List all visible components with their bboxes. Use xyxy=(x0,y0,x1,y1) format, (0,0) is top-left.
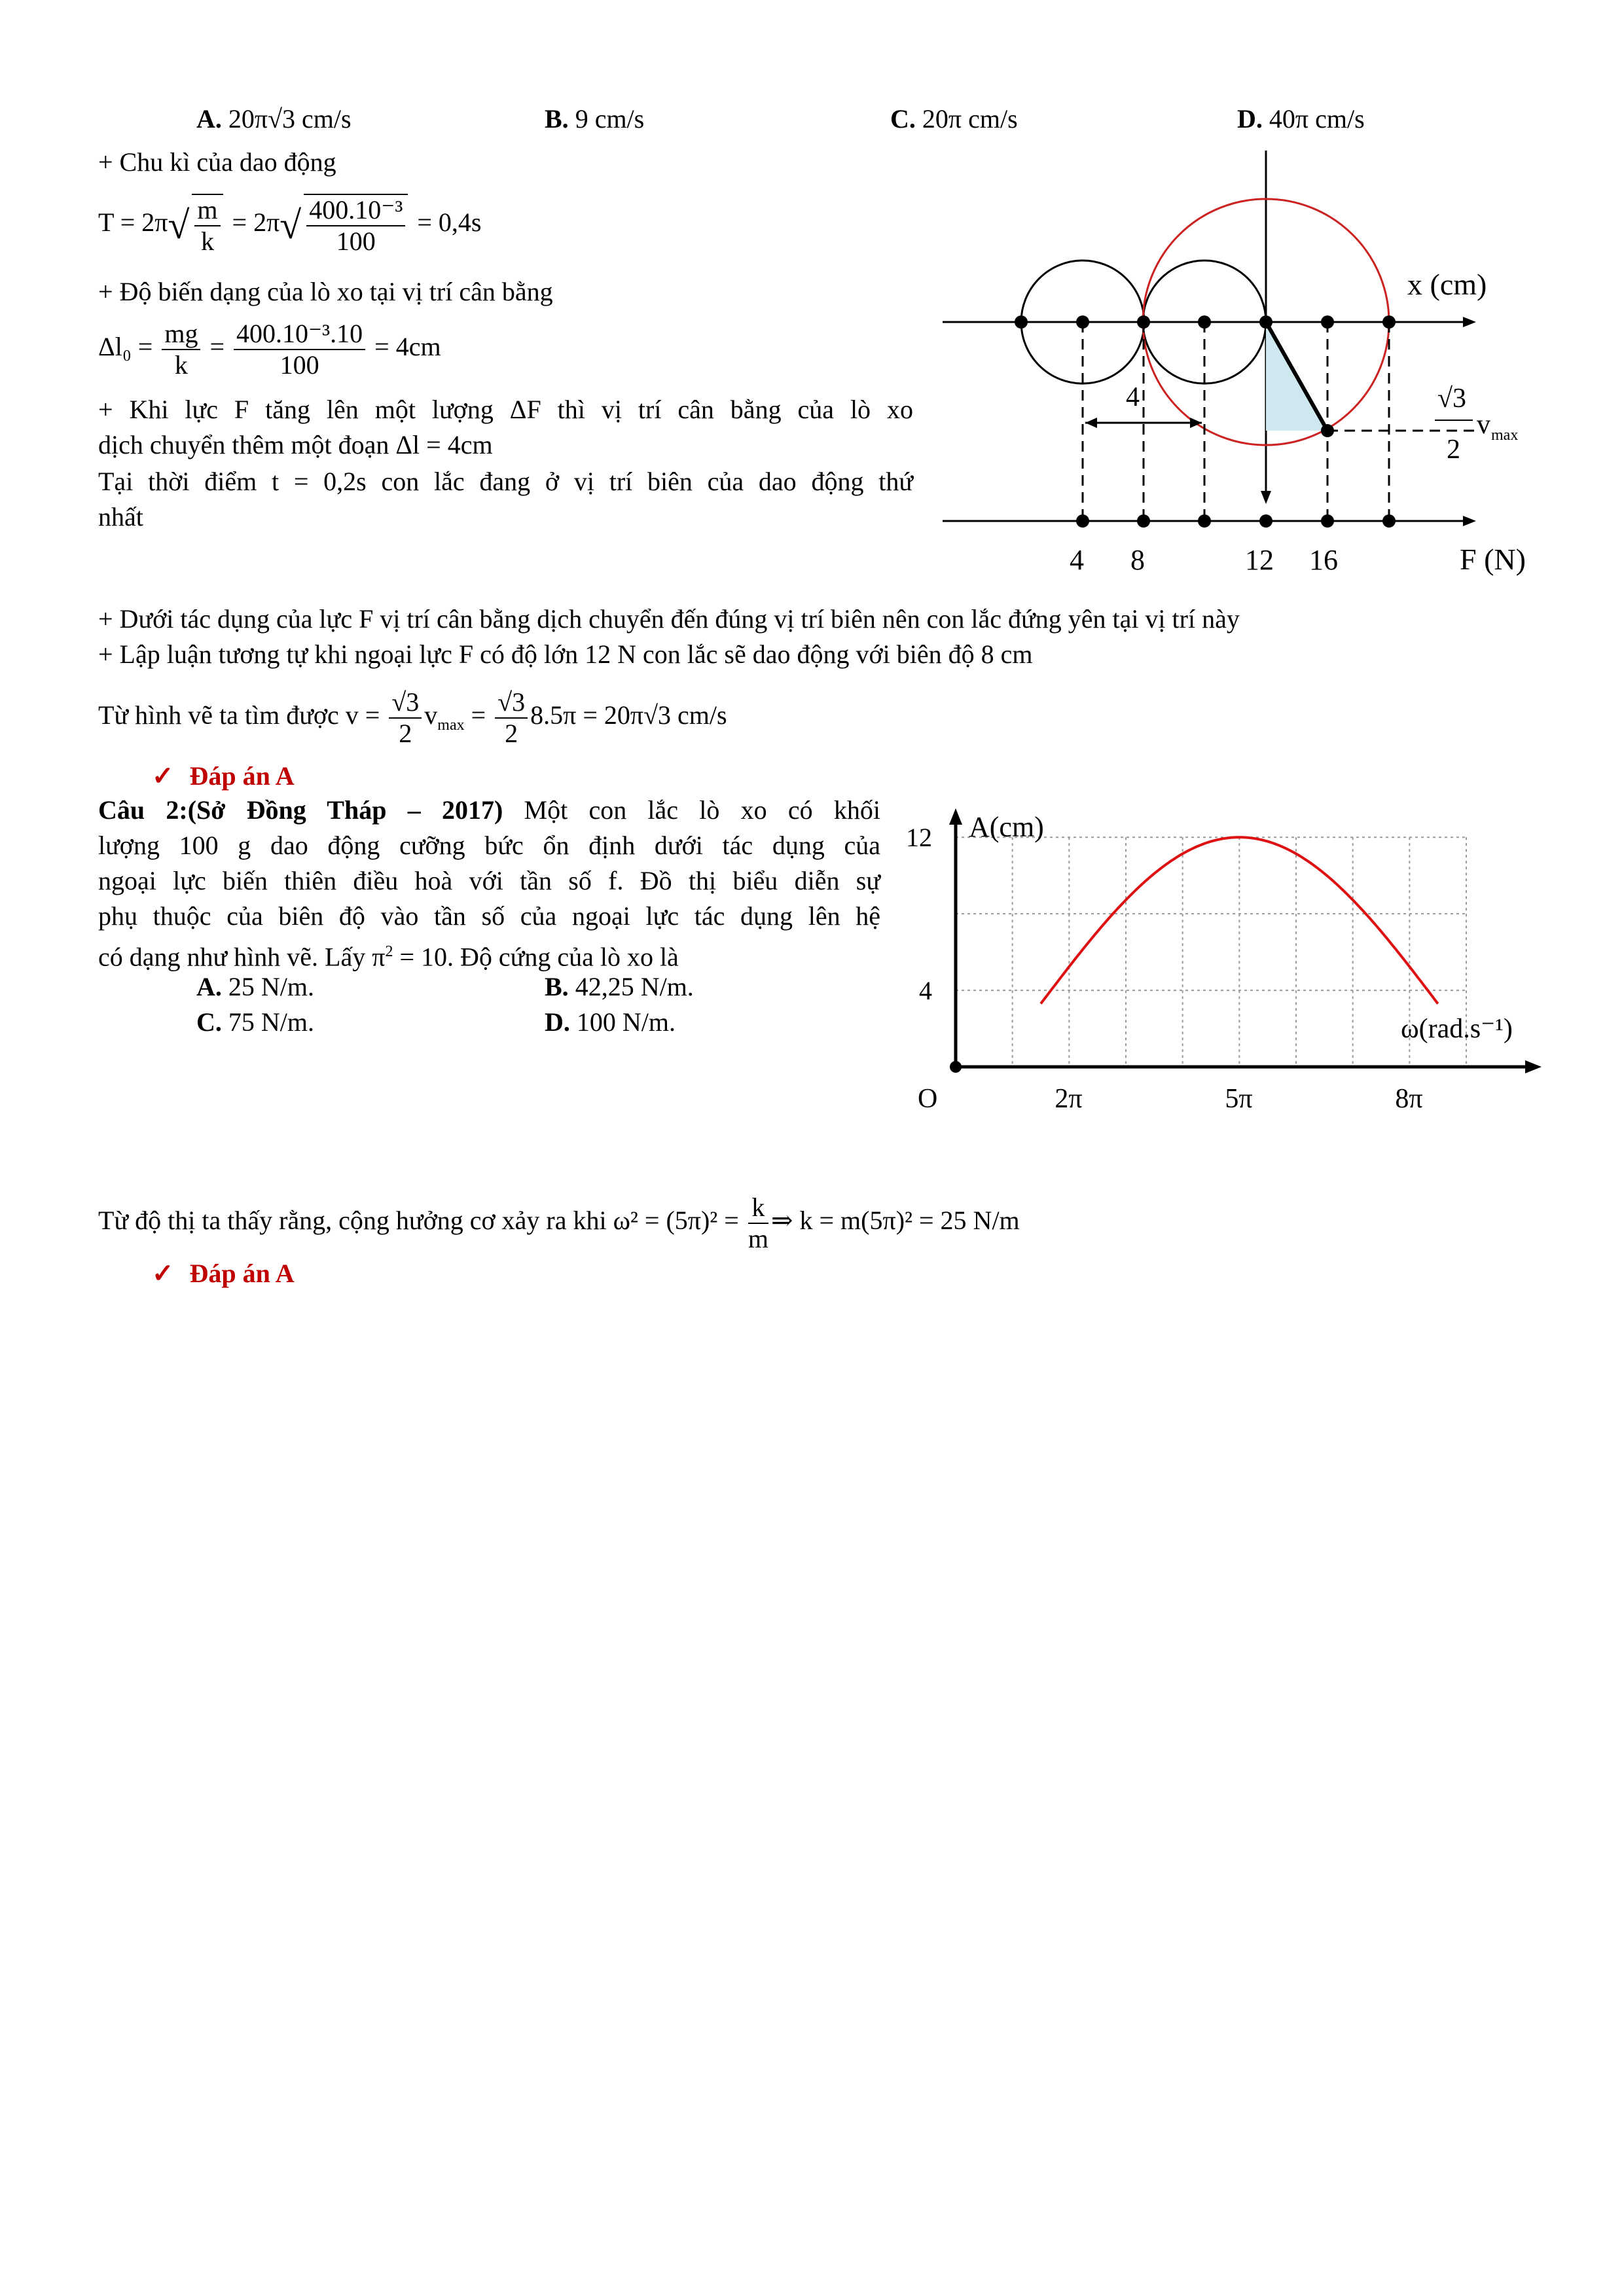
chart-x-tick-label: 5π xyxy=(1225,1084,1253,1114)
vertical-axis-arrow xyxy=(1261,491,1271,504)
result-prefix: Từ hình vẽ ta tìm được v = xyxy=(98,700,380,730)
q1-option-d[interactable] xyxy=(1237,103,1365,134)
result-tail: 8.5π = 20π√3 cm/s xyxy=(530,700,727,730)
circle-diagram xyxy=(929,151,1558,589)
v-label-den: 2 xyxy=(1447,435,1460,465)
q1-option-a-label: A. xyxy=(196,104,222,134)
chart-xlabel: ω(rad.s⁻¹) xyxy=(1401,1014,1513,1044)
q2-option-c-label: C. xyxy=(196,1007,222,1037)
q2-stem-line-1 xyxy=(98,792,880,829)
q2-option-a-text: 25 N/m. xyxy=(228,972,315,1001)
q1-option-a[interactable] xyxy=(196,103,352,134)
deform-heading: + Độ biến dạng của lò xo tại vị trí cân bằng xyxy=(98,277,553,306)
x-axis-arrow xyxy=(1463,317,1476,327)
deform-result: = 4cm xyxy=(374,332,441,361)
tick-8: 8 xyxy=(1130,544,1145,576)
period-frac-2 xyxy=(304,194,408,257)
chart-origin-dot xyxy=(950,1061,962,1073)
deform-num-1: mg xyxy=(162,319,200,350)
tick-16: 16 xyxy=(1309,544,1338,576)
q2-formula-frac xyxy=(748,1193,768,1254)
q2-answer-text: Đáp án A xyxy=(189,1259,295,1288)
check-icon: ✓ xyxy=(152,761,174,791)
force-line-1: + Khi lực F tăng lên một lượng ΔF thì vị trí cân bằng của lò xo xyxy=(98,395,913,424)
q1-option-c[interactable] xyxy=(890,103,1018,134)
q2-option-d-label: D. xyxy=(545,1007,570,1037)
q2-solution xyxy=(98,1185,1020,1257)
period-num-1: m xyxy=(194,195,220,226)
v-label-v: v xyxy=(1477,410,1490,440)
period-formula-mid: = 2π xyxy=(232,207,280,237)
result-vmax-sub: max xyxy=(437,717,465,734)
period-den-2: 100 xyxy=(336,226,376,256)
resonance-chart xyxy=(903,805,1558,1126)
deform-frac-1 xyxy=(162,319,200,380)
chart-ylabel: A(cm) xyxy=(969,811,1044,843)
q2-formula-left: ω² = (5π)² = xyxy=(613,1206,739,1235)
chart-origin-label: O xyxy=(918,1084,938,1114)
period-num-2: 400.10⁻³ xyxy=(306,195,405,226)
period-heading: + Chu kì của dao động xyxy=(98,147,336,177)
chart-x-tick-label: 2π xyxy=(1055,1084,1083,1114)
q2-stem-5-sup: 2 xyxy=(385,943,393,960)
q1-option-b-label: B. xyxy=(545,104,569,134)
dashed-verticals xyxy=(1083,322,1389,521)
chart-x-ticks xyxy=(1055,1084,1422,1114)
result-frac-2 xyxy=(495,687,528,749)
effect-line-1: + Dưới tác dụng của lực F vị trí cân bằng dịch chuyển đến đúng vị trí biên nên con lắc đứng yên tại vị trí này xyxy=(98,604,1240,634)
x-axis-label: x (cm) xyxy=(1407,268,1487,301)
q2-answer xyxy=(152,1255,295,1292)
vmax-dot xyxy=(1321,424,1334,437)
chart-y-tick-label: 4 xyxy=(919,976,932,1006)
chart-y-tick-label: 12 xyxy=(906,823,932,853)
q2-solution-prefix: Từ độ thị ta thấy rằng, cộng hưởng cơ xảy ra khi xyxy=(98,1206,607,1235)
q2-option-a[interactable] xyxy=(196,971,314,1002)
q1-option-c-label: C. xyxy=(890,104,916,134)
q2-stem-5-pre: có dạng như hình vẽ. Lấy π xyxy=(98,942,386,972)
q1-option-b[interactable] xyxy=(545,103,644,134)
q2-formula-den: m xyxy=(748,1223,768,1253)
chart-y-ticks xyxy=(906,823,932,1005)
period-frac-1 xyxy=(192,194,223,257)
q2-title: Câu 2:(Sở Đồng Tháp – 2017) xyxy=(98,795,503,825)
q2-stem-line-4: phụ thuộc của biên độ vào tần số của ngoại lực tác dụng lên hệ xyxy=(98,901,880,931)
deform-num-2: 400.10⁻³.10 xyxy=(234,319,365,350)
q1-option-b-text: 9 cm/s xyxy=(575,104,645,134)
period-formula: T = 2π√ $\frac{m}{k}$ = 2π√ $\frac{\text{400.10⁻³}}{100}$ = 0,4s xyxy=(98,194,482,256)
f-axis-arrow xyxy=(1463,516,1476,526)
result-mid: = xyxy=(471,700,486,730)
q2-stem-5-post: = 10. Độ cứng của lò xo là xyxy=(393,942,679,972)
result-frac-2-den: 2 xyxy=(505,718,518,748)
q2-option-b[interactable] xyxy=(545,971,694,1002)
q1-option-a-text: 20π√3 cm/s xyxy=(228,104,352,134)
q2-option-b-label: B. xyxy=(545,972,569,1001)
v-label-sub: max xyxy=(1491,427,1519,444)
gap-label: 4 xyxy=(1126,382,1140,412)
period-formula-result: = 0,4s xyxy=(417,207,482,237)
q1-answer xyxy=(152,758,295,795)
q1-answer-text: Đáp án A xyxy=(189,761,295,791)
result-frac-1 xyxy=(389,687,422,749)
q2-option-c[interactable] xyxy=(196,1007,314,1037)
chart-x-tick-label: 8π xyxy=(1395,1084,1423,1114)
deform-frac-2 xyxy=(234,319,365,380)
v-label-num: √3 xyxy=(1437,384,1467,414)
period-den-1: k xyxy=(200,226,214,256)
time-line-2: nhất xyxy=(98,502,143,531)
q2-stem-line-3: ngoại lực biến thiên điều hoà với tần số f. Đồ thị biểu diễn sự xyxy=(98,866,880,895)
chart-grid xyxy=(956,837,1466,1067)
result-frac-1-den: 2 xyxy=(399,718,412,748)
deform-formula: Δl₀ = $\frac{mg}{k}$ = $\frac{\text{400.10⁻³.10}}{100}$ = 4cm xyxy=(98,318,441,380)
deform-den-2: 100 xyxy=(280,350,319,380)
q2-stem-1: Một con lắc lò xo có khối xyxy=(503,795,880,825)
force-line-2: dịch chuyển thêm một đoạn Δl = 4cm xyxy=(98,430,493,459)
q2-stem-line-2: lượng 100 g dao động cưỡng bức ổn định dưới tác dụng của xyxy=(98,831,880,860)
q2-formula-right: ⇒ k = m(5π)² = 25 N/m xyxy=(770,1206,1020,1235)
q1-option-c-text: 20π cm/s xyxy=(922,104,1018,134)
q2-option-d[interactable] xyxy=(545,1007,676,1037)
tick-12: 12 xyxy=(1245,544,1274,576)
chart-y-arrow xyxy=(949,808,962,825)
q2-option-b-text: 42,25 N/m. xyxy=(575,972,694,1001)
effect-line-2: + Lập luận tương tự khi ngoại lực F có độ lớn 12 N con lắc sẽ dao động với biên độ 8 cm xyxy=(98,639,1033,669)
chart-x-arrow xyxy=(1525,1060,1542,1073)
q1-option-d-label: D. xyxy=(1237,104,1263,134)
q2-formula-num: k xyxy=(748,1193,768,1224)
result-frac-2-num: √3 xyxy=(495,687,528,719)
result-frac-1-num: √3 xyxy=(389,687,422,719)
q1-option-d-text: 40π cm/s xyxy=(1269,104,1365,134)
time-line-1: Tại thời điểm t = 0,2s con lắc đang ở vị trí biên của dao động thứ xyxy=(98,467,913,496)
q2-stem-line-5 xyxy=(98,933,679,975)
check-icon: ✓ xyxy=(152,1259,174,1288)
f-axis-label: F (N) xyxy=(1460,543,1526,576)
deform-den-1: k xyxy=(174,350,188,380)
q2-option-d-text: 100 N/m. xyxy=(576,1007,676,1037)
q2-option-c-text: 75 N/m. xyxy=(228,1007,315,1037)
q2-option-a-label: A. xyxy=(196,972,222,1001)
period-formula-left: T = 2π xyxy=(98,207,168,237)
result-vmax: v xyxy=(424,700,438,730)
result-formula xyxy=(98,679,727,761)
tick-4: 4 xyxy=(1070,544,1084,576)
deform-left: Δl₀ = xyxy=(98,332,153,361)
